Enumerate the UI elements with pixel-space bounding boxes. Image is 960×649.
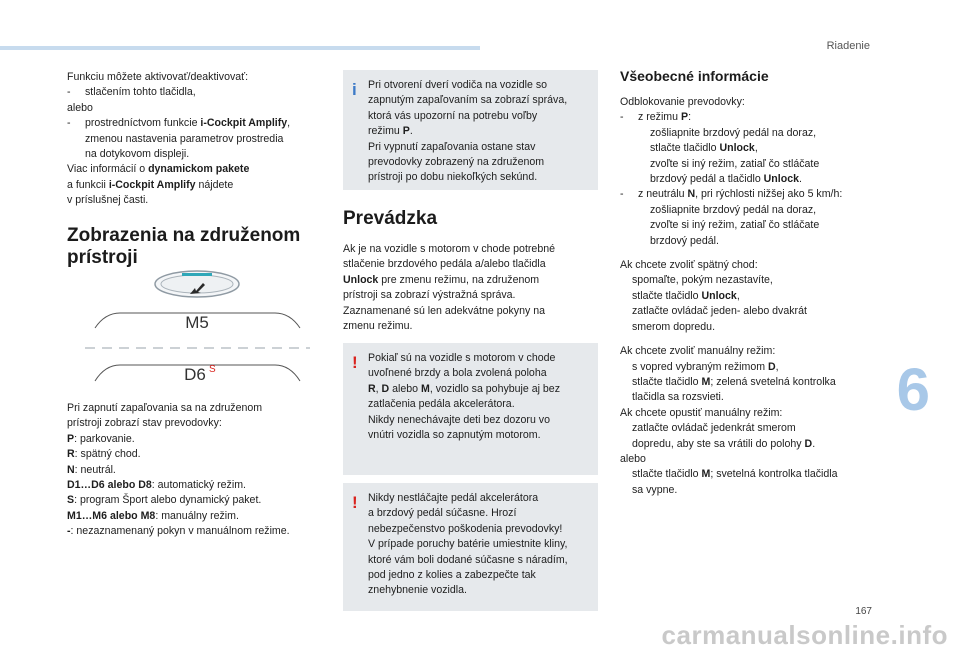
state-row: R: spätný chod. [67, 448, 141, 461]
intro-text: Funkciu môžete aktivovať/deaktivovať: [67, 71, 249, 83]
display-label-m5: M5 [185, 313, 209, 332]
warning-icon: ! [352, 493, 358, 512]
more-info-text: Viac informácií o dynamickom pakete [67, 163, 250, 176]
gearbox-states: Pri zapnutí zapaľovania sa na združenom prístroji zobrazí stav prevodovky: P: parkovanie. R: spätný chod. N: neutrál. D1…D6 alebo D8: automatický režim. S: program Šport alebo dynamický paket. M1…M6 alebo M8: manuálny režim. -: nezaznamenaný pokyn v manuálnom režime. [67, 401, 329, 540]
cluster-graphic [85, 268, 310, 393]
heading-cluster-displays: Zobrazenia na združenom prístroji [67, 224, 301, 268]
warning-box-pedals: ! Nikdy nestláčajte pedál akcelerátora a brzdový pedál súčasne. Hrozí nebezpečenstvo poškodenia prevodovky! V prípade poruchy batérie umiestnite kliny, ktoré vám boli dodané súčasne s náradím, pod jedno z kolies a zabezpečte tak znehybnenie vozidla. [343, 483, 598, 611]
state-row: S: program Šport alebo dynamický paket. [67, 494, 262, 507]
state-row: D1…D6 alebo D8: automatický režim. [67, 479, 246, 492]
state-row: P: parkovanie. [67, 432, 135, 445]
state-row: N: neutrál. [67, 463, 116, 476]
display-label-d6: D6 [184, 365, 206, 384]
page-number: 167 [855, 606, 872, 617]
display-label-s: S [209, 364, 216, 375]
state-row: -: nezaznamenaný pokyn v manuálnom režime. [67, 525, 290, 538]
info-icon: i [352, 80, 357, 99]
list-item: - prostredníctvom funkcie i-Cockpit Amplify, [67, 117, 291, 130]
warning-box-brakes: ! Pokiaľ sú na vozidle s motorom v chode uvoľnené brzdy a bola zvolená poloha R, D alebo M, vozidlo sa pohybuje aj bez zatlačenia pedála akcelerátora. Nikdy nenechávajte deti bez dozoru vo vnútri vozidla so zapnutým motorom. [343, 343, 598, 475]
chapter-number: 6 [896, 356, 930, 423]
or-text: alebo [67, 101, 93, 114]
watermark: carmanualsonline.info [661, 620, 948, 649]
operation-section: Prevádzka Ak je na vozidle s motorom v chode potrebné stlačenie brzdového pedála a/alebo tlačidla Unlock pre zmenu režimu, na združenom prístroji sa zobrazí výstražná správa. Zaznamenané sú len adekvátne pokyny na zmenu režimu. [343, 208, 598, 334]
gear-selector-icon [155, 271, 239, 297]
section-title: Riadenie [826, 40, 870, 52]
instrument-cluster-illustration [85, 268, 310, 393]
warning-icon: ! [352, 353, 358, 372]
header-accent-bar [0, 46, 480, 50]
heading-general-info: Všeobecné informácie [620, 68, 769, 84]
heading-operation: Prevádzka [343, 208, 438, 229]
column-right: Všeobecné informácie Odblokovanie prevodovky: - z režimu P: zošliapnite brzdový pedál na doraz, stlačte tlačidlo Unlock, zvoľte si iný režim, zatiaľ čo stláčate brzdový pedál a tlačidlo Unlock. - z neutrálu N, pri rýchlosti nižšej ako 5 km/h: zošliapnite brzdový pedál na doraz, zvoľte si iný režim, zatiaľ čo stláčate brzdový pedál. Ak chcete zvoliť spätný chod: spomaľte, pokým nezastavíte, stlačte tlačidlo Unlock, zatlačte ovládač jeden- alebo dvakrát smerom dopredu. Ak chcete zvoliť manuálny režim: s vopred vybraným režimom D, stlačte tlačidlo M; zelená svetelná kontrolka tlačidla sa rozsvieti. Ak chcete opustiť manuálny režim: zatlačte ovládač jedenkrát smerom dopredu, aby ste sa vrátili do polohy D. alebo stlačte tlačidlo M; svetelná kontrolka tlačidla sa vypne. [620, 67, 885, 498]
list-item: - stlačením tohto tlačidla, [67, 86, 196, 99]
info-box: i Pri otvorení dverí vodiča na vozidle so zapnutým zapaľovaním sa zobrazí správa, ktorá vás upozorní na potrebu voľby režimu P. Pri vypnutí zapaľovania ostane stav prevodovky zobrazený na združenom prístroji po dobu niekoľkých sekúnd. [343, 70, 598, 190]
column-left: Funkciu môžete aktivovať/deaktivovať: - stlačením tohto tlačidla, alebo - prostredníctvom funkcie i-Cockpit Amplify, zmenou nastavenia parametrov prostredia na dotykovom displeji. Viac informácií o dynamickom pakete a funkcii i-Cockpit Amplify nájdete v príslušnej časti. Zobrazenia na združenom prístroji [67, 70, 325, 269]
state-row: M1…M6 alebo M8: manuálny režim. [67, 509, 239, 522]
